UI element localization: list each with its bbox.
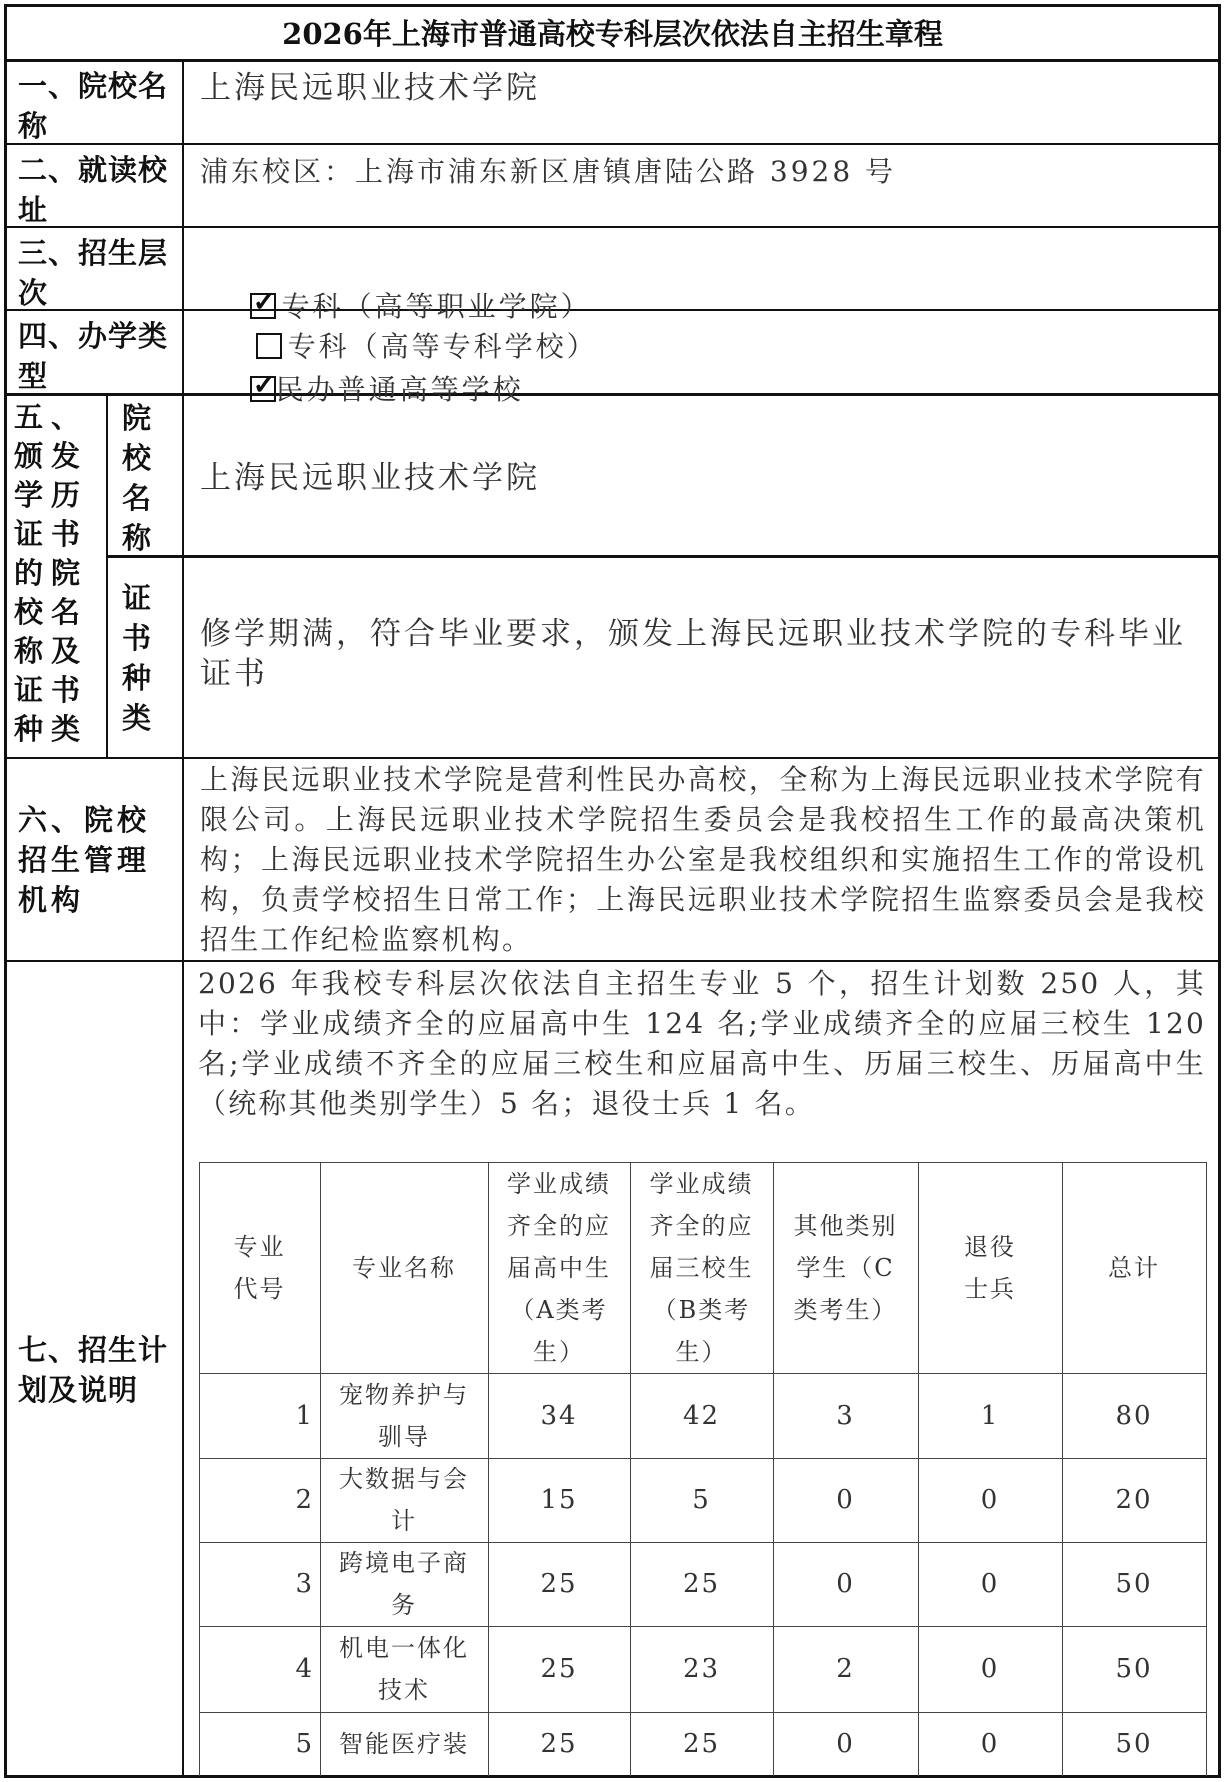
cell-text: 50 (1115, 1569, 1153, 1599)
divider (4, 757, 1221, 759)
header-text: 总计 (1108, 1253, 1160, 1282)
table-col-line (773, 1162, 774, 1776)
table-cell (205, 1458, 314, 1542)
table-cell (636, 1712, 767, 1776)
table-cell (205, 1626, 314, 1712)
label-certificate: 五、颁发学历证书的院校名称及证书种类 (14, 400, 89, 746)
label-enrollment-plan: 七、招生计划及说明 (18, 1333, 169, 1407)
table-cell (924, 1542, 1056, 1626)
label-issuing-school: 院校名称 (122, 401, 153, 555)
school-type-options (202, 335, 524, 441)
cell-text: 0 (980, 1485, 1000, 1515)
table-col-line (918, 1162, 919, 1776)
divider (4, 393, 1221, 396)
cell-text: 5 (295, 1729, 314, 1759)
table-cell (924, 1458, 1056, 1542)
table-cell (779, 1373, 912, 1458)
table-header-cell (636, 1162, 767, 1373)
table-col-line (1062, 1162, 1063, 1776)
cell-text: 0 (980, 1654, 1000, 1684)
table-cell (779, 1712, 912, 1776)
cell-text: 42 (682, 1400, 721, 1431)
cell-text: 5 (692, 1485, 711, 1515)
label-school-type: 四、办学类型 (18, 319, 169, 393)
cell-text: 0 (980, 1729, 1000, 1759)
table-col-line (488, 1162, 489, 1776)
major-name-cell (326, 1712, 482, 1776)
cell-text: 25 (540, 1654, 578, 1684)
school-name-value: 上海民远职业技术学院 (200, 70, 540, 106)
table-cell (1068, 1373, 1200, 1458)
table-cell (205, 1373, 314, 1458)
cell-text: 34 (540, 1400, 578, 1431)
option-junior-college: 专科（高等专科学校） (287, 330, 598, 363)
cell-text: 0 (836, 1569, 855, 1599)
header-text: 其他类别学生（C类考生） (793, 1211, 898, 1324)
cell-text: 3 (295, 1569, 314, 1599)
cell-text: 23 (682, 1654, 721, 1684)
divider (4, 960, 1221, 962)
table-cell (494, 1458, 624, 1542)
table-cell (636, 1626, 767, 1712)
page-title: 2026年上海市普通高校专科层次依法自主招生章程 (282, 17, 943, 51)
table-cell (205, 1712, 314, 1776)
certificate-type-value: 修学期满，符合毕业要求，颁发上海民远职业技术学院的专科毕业证书 (200, 616, 1186, 692)
cell-text: 50 (1115, 1729, 1153, 1759)
divider (106, 555, 1221, 558)
cell-text: 0 (980, 1569, 1000, 1599)
cell-text: 1 (980, 1400, 1000, 1431)
border (1218, 4, 1221, 1778)
table-header-cell (924, 1162, 1056, 1373)
cell-text: 宠物养护与驯导 (339, 1380, 469, 1451)
table-cell (779, 1626, 912, 1712)
header-text: 专业名称 (352, 1253, 456, 1282)
option-vocational-college: 专科（高等职业学院） (281, 290, 592, 323)
table-cell (494, 1712, 624, 1776)
label-address: 二、就读校址 (18, 153, 169, 227)
cell-text: 3 (836, 1400, 855, 1431)
table-cell (494, 1542, 624, 1626)
table-cell (636, 1542, 767, 1626)
major-name-cell (326, 1373, 482, 1458)
table-col-line (630, 1162, 631, 1776)
header-text: 专业代号 (233, 1232, 286, 1303)
divider (4, 309, 1221, 311)
cell-text: 20 (1115, 1485, 1153, 1515)
cell-text: 4 (295, 1654, 314, 1684)
table-cell (924, 1626, 1056, 1712)
border (4, 4, 7, 1778)
divider (4, 226, 1221, 228)
checkbox-private-school[interactable] (250, 376, 276, 402)
cell-text: 跨境电子商务 (339, 1549, 469, 1619)
divider (182, 60, 184, 1776)
table-cell (636, 1458, 767, 1542)
major-name-cell (326, 1626, 482, 1712)
table-cell (779, 1542, 912, 1626)
divider (4, 143, 1221, 145)
cell-text: 智能医疗装 (339, 1730, 469, 1758)
cell-text: 大数据与会计 (339, 1465, 469, 1535)
cell-text: 0 (836, 1729, 855, 1759)
header-text: 退役士兵 (964, 1232, 1016, 1303)
table-header-cell (205, 1162, 314, 1373)
table-cell (205, 1542, 314, 1626)
enrollment-plan-text: 2026 年我校专科层次依法自主招生专业 5 个，招生计划数 250 人，其中：学业成绩齐全的应届高中生 124 名;学业成绩齐全的应届三校生 120 名;学业成绩不齐全的应届三校生和应届高中生、历届三校生、历届高中生（统称其他类别学生）5 名；退役士兵 1 名。 (198, 967, 1218, 1120)
cell-text: 2 (295, 1485, 314, 1515)
table-cell (1068, 1458, 1200, 1542)
table-cell (494, 1373, 624, 1458)
divider (106, 394, 108, 758)
cell-text: 50 (1115, 1654, 1153, 1684)
table-cell (1068, 1542, 1200, 1626)
label-certificate-type: 证书种类 (122, 581, 153, 735)
cell-text: 15 (540, 1485, 578, 1515)
label-admission-office: 六、院校招生管理机构 (18, 803, 151, 917)
address-value: 浦东校区：上海市浦东新区唐镇唐陆公路 3928 号 (200, 155, 897, 188)
divider (4, 59, 1221, 62)
label-school-name: 一、院校名称 (18, 69, 169, 143)
cell-text: 25 (682, 1569, 721, 1599)
issuing-school-value: 上海民远职业技术学院 (200, 460, 540, 496)
table-cell (1068, 1626, 1200, 1712)
admission-office-value: 上海民远职业技术学院是营利性民办高校，全称为上海民远职业技术学院有限公司。上海民远职业技术学院招生委员会是我校招生工作的最高决策机构；上海民远职业技术学院招生办公室是我校组织和实施招生工作的常设机构，负责学校招生日常工作；上海民远职业技术学院招生监察委员会是我校招生工作纪检监察机构。 (200, 763, 1206, 956)
cell-text: 25 (682, 1729, 721, 1759)
major-name-cell (326, 1542, 482, 1626)
header-text: 学业成绩齐全的应届三校生（B类考生） (649, 1169, 754, 1366)
cell-text: 25 (540, 1569, 578, 1599)
cell-text: 2 (836, 1654, 855, 1684)
table-cell (924, 1373, 1056, 1458)
table-col-line (199, 1162, 200, 1776)
header-text: 学业成绩齐全的应届高中生（A类考生） (507, 1169, 611, 1366)
cell-text: 25 (540, 1729, 578, 1759)
table-header-cell (326, 1162, 482, 1373)
table-col-line (320, 1162, 321, 1776)
table-header-cell (779, 1162, 912, 1373)
table-cell (1068, 1712, 1200, 1776)
cell-text: 1 (295, 1400, 314, 1431)
table-header-cell (494, 1162, 624, 1373)
table-cell (494, 1626, 624, 1712)
option-private-school: 民办普通高等学校 (275, 373, 524, 406)
cell-text: 机电一体化技术 (339, 1634, 469, 1704)
major-name-cell (326, 1458, 482, 1542)
table-col-line (1206, 1162, 1207, 1776)
table-cell (779, 1458, 912, 1542)
cell-text: 0 (836, 1485, 855, 1515)
table-cell (636, 1373, 767, 1458)
label-level: 三、招生层次 (18, 236, 169, 310)
checkbox-vocational-college[interactable] (250, 293, 276, 319)
cell-text: 80 (1115, 1400, 1153, 1431)
table-cell (924, 1712, 1056, 1776)
border (4, 4, 1221, 7)
table-header-cell (1068, 1162, 1200, 1373)
